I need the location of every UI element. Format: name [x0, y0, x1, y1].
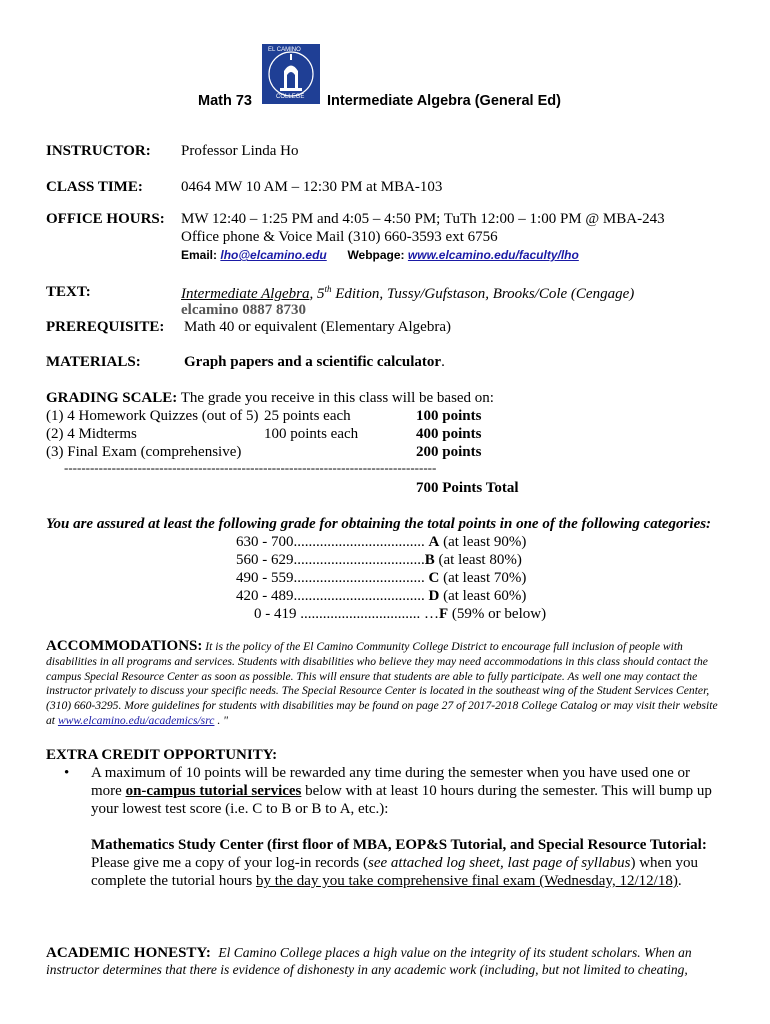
grading-divider: --------------------------------------------------------------------------------------	[64, 460, 437, 475]
grade-scale-intro: You are assured at least the following grade for obtaining the total points in one of the following categories:	[46, 516, 712, 532]
textbook-edition-rest: Edition, Tussy/Gufstason, Brooks/Cole (Cengage)	[331, 286, 635, 302]
materials-text: Graph papers and a scientific calculator	[184, 354, 442, 370]
prerequisite-value: Math 40 or equivalent (Elementary Algebra)	[184, 319, 451, 335]
grading-heading	[46, 390, 494, 407]
college-logo	[262, 44, 320, 104]
office-hours-line1: MW 12:40 – 1:25 PM and 4:05 – 4:50 PM; TuTh 12:00 – 1:00 PM @ MBA-243	[181, 211, 665, 227]
webpage-link[interactable]: www.elcamino.edu/faculty/lho	[407, 248, 579, 262]
accommodations-text: It is the policy of the El Camino Community College District to encourage full inclusion of people with disabilities in all programs and services. Students with disabilities who believe they may need accommodations in this class should contact the campus Special Resource Center as soon as possible. This will ensure that students are able to fully participate. As well one may contact the instructor privately to discuss your specific needs. The Special Resource Center is located in the southeast wing of the Student Services Center, (310) 660-3295. More guidelines for students with disabilities may be found on page 27 of 2017-2018 College Catalog or may visit their website at	[46, 640, 718, 727]
grading-item-total: 100 points	[416, 408, 482, 424]
office-hours-label: OFFICE HOURS:	[46, 211, 165, 227]
grading-label: GRADING SCALE:	[46, 390, 178, 406]
prerequisite-label: PREREQUISITE:	[46, 319, 165, 335]
grade-row: 420 - 489................................... D (at least 60%)	[236, 588, 527, 604]
grade-row: 630 - 700................................... A (at least 90%)	[236, 534, 527, 550]
grading-item-each: 100 points each	[264, 426, 359, 442]
deadline-line: complete the tutorial hours by the day you take comprehensive final exam (Wednesday, 12/12/18).	[91, 873, 682, 889]
course-title: Intermediate Algebra (General Ed)	[327, 93, 561, 109]
grade-row: 560 - 629...................................B (at least 80%)	[236, 552, 522, 568]
textbook-edition-sup: th	[324, 284, 332, 294]
src-website-link[interactable]: www.elcamino.edu/academics/src	[57, 713, 215, 727]
academic-honesty-label: ACADEMIC HONESTY:	[46, 945, 211, 961]
extra-credit-label: EXTRA CREDIT OPPORTUNITY:	[46, 747, 278, 763]
text-label: TEXT:	[46, 284, 91, 300]
extra-credit-line3: your lowest test score (i.e. C to B or B to A, etc.):	[91, 801, 389, 817]
materials-value	[184, 354, 445, 371]
tutorial-services: on-campus tutorial services	[125, 783, 302, 799]
email-label: Email:	[181, 248, 218, 262]
materials-label: MATERIALS:	[46, 354, 141, 370]
instructor-label: INSTRUCTOR:	[46, 143, 151, 159]
bullet-icon: •	[64, 765, 70, 781]
grading-item-name: (3) Final Exam (comprehensive)	[46, 444, 242, 460]
grade-row: 490 - 559................................... C (at least 70%)	[236, 570, 527, 586]
grading-item-total: 400 points	[416, 426, 482, 442]
email-link[interactable]: lho@elcamino.edu	[220, 248, 327, 262]
grading-grand-total: 700 Points Total	[416, 480, 519, 496]
accommodations-label: ACCOMMODATIONS:	[46, 638, 203, 654]
webpage-label: Webpage:	[347, 248, 405, 262]
accommodations-end: . "	[214, 713, 229, 727]
contact-line	[181, 248, 579, 262]
extra-credit-line1: A maximum of 10 points will be rewarded any time during the semester when you have used one or	[91, 765, 691, 781]
materials-period: .	[441, 354, 445, 370]
grading-intro: The grade you receive in this class will be based on:	[177, 390, 494, 406]
textbook-info	[181, 284, 634, 303]
textbook-title: Intermediate Algebra	[181, 286, 310, 302]
textbook-isbn: elcamino 0887 8730	[181, 302, 306, 318]
logo-text-bottom: COLLEGE	[276, 94, 305, 100]
extra-credit-line2: more on-campus tutorial services below with at least 10 hours during the semester. This will bump up	[91, 783, 712, 799]
grade-row: 0 - 419 ................................ …F (59% or below)	[254, 606, 547, 622]
accommodations-paragraph	[46, 639, 726, 729]
instructor-value: Professor Linda Ho	[181, 143, 299, 159]
academic-honesty-line1: ACADEMIC HONESTY: El Camino College places a high value on the integrity of its student scholars. When an	[46, 945, 692, 961]
course-number: Math 73	[198, 93, 252, 109]
log-records-line: Please give me a copy of your log-in records (see attached log sheet, last page of syllabus) when you	[91, 855, 698, 871]
grading-item-name: (1) 4 Homework Quizzes (out of 5)	[46, 408, 259, 424]
academic-honesty-line2: instructor determines that there is evidence of dishonesty in any academic work (including, but not limited to cheating,	[46, 962, 688, 977]
deadline-date: by the day you take comprehensive final exam (Wednesday, 12/12/18)	[255, 873, 678, 889]
grading-item-total: 200 points	[416, 444, 482, 460]
logo-text-top: EL CAMINO	[268, 47, 301, 53]
grading-item-each: 25 points each	[264, 408, 351, 424]
office-phone: Office phone & Voice Mail (310) 660-3593 ext 6756	[181, 229, 498, 245]
textbook-edition-num: , 5	[309, 286, 325, 302]
study-center-heading: Mathematics Study Center (first floor of MBA, EOP&S Tutorial, and Special Resource Tutorial:	[91, 837, 707, 853]
class-time-value: 0464 MW 10 AM – 12:30 PM at MBA-103	[181, 179, 443, 195]
class-time-label: CLASS TIME:	[46, 179, 143, 195]
grading-item-name: (2) 4 Midterms	[46, 426, 137, 442]
